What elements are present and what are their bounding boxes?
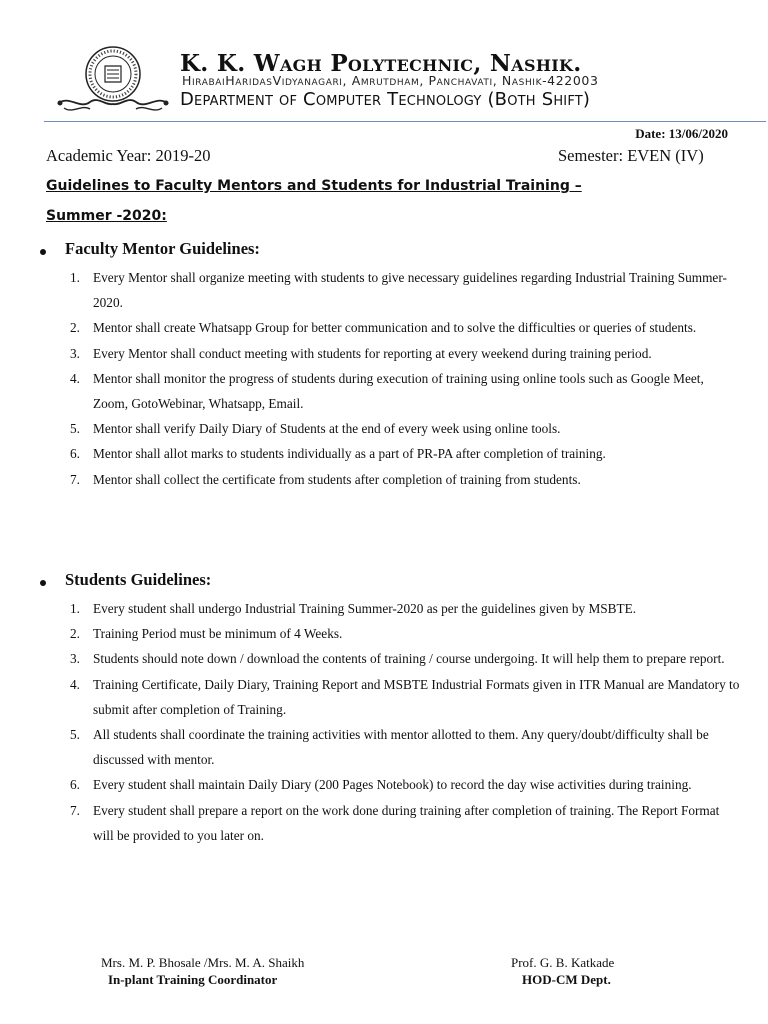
list-item	[40, 315, 740, 340]
institute-logo	[54, 44, 172, 116]
list-item	[40, 341, 740, 366]
faculty-guidelines-heading	[40, 239, 740, 265]
item-text: Students should note down / download the contents of training / course undergoing. It will help them to prepare report.	[93, 651, 725, 667]
item-number: 4.	[70, 676, 80, 692]
list-item	[40, 467, 740, 492]
section-title: Students Guidelines:	[65, 570, 212, 589]
section-title: Faculty Mentor Guidelines:	[65, 239, 260, 258]
list-item	[40, 596, 740, 621]
faculty-guidelines-section	[40, 239, 740, 492]
item-text: Mentor shall allot marks to students individually as a part of PR-PA after completion of training.	[93, 446, 606, 462]
department-name: Department of Computer Technology (Both Shift)	[180, 89, 591, 110]
institute-name: K. K. Wagh Polytechnic, Nashik.	[180, 50, 582, 77]
list-item	[40, 798, 740, 848]
item-number: 7.	[70, 471, 80, 487]
item-number: 4.	[70, 370, 80, 386]
institute-address: HirabaiHaridasVidyanagari, Amrutdham, Panchavati, Nashik-422003	[182, 73, 599, 88]
item-text: Every Mentor shall conduct meeting with students for reporting at every weekend during training period.	[93, 345, 652, 361]
hod-name: Prof. G. B. Katkade	[511, 955, 615, 970]
semester: Semester: EVEN (IV)	[558, 146, 704, 165]
students-guidelines-heading	[40, 570, 740, 596]
list-item	[40, 366, 740, 416]
item-text: Mentor shall monitor the progress of students during execution of training using online tools such as Google Meet, Zoom, GotoWebinar, Whatsapp, Email.	[93, 370, 704, 412]
bullet-icon	[40, 249, 46, 255]
list-item	[40, 416, 740, 441]
list-item	[40, 722, 740, 772]
item-number: 5.	[70, 421, 80, 437]
item-text: Training Period must be minimum of 4 Weeks.	[93, 626, 343, 642]
item-text: All students shall coordinate the training activities with mentor allotted to them. Any query/doubt/difficulty shall be discussed with mentor.	[93, 727, 709, 768]
item-number: 6.	[70, 446, 80, 462]
list-item	[40, 646, 740, 671]
item-text: Every Mentor shall organize meeting with students to give necessary guidelines regarding Industrial Training Summer-2020.	[93, 270, 727, 311]
document-title-line-2: Summer -2020:	[46, 208, 167, 224]
students-guidelines-list	[40, 596, 740, 848]
list-item	[40, 441, 740, 466]
list-item	[40, 621, 740, 646]
item-number: 3.	[70, 345, 80, 361]
item-text: Mentor shall verify Daily Diary of Students at the end of every week using online tools.	[93, 421, 561, 437]
item-number: 7.	[70, 802, 80, 818]
list-item	[40, 772, 740, 797]
item-text: Every student shall prepare a report on the work done during training after completion of training. The Report Format will be provided to you later on.	[93, 802, 720, 843]
letterhead	[0, 0, 768, 124]
students-guidelines-section	[40, 570, 740, 848]
list-item	[40, 672, 740, 722]
item-number: 3.	[70, 651, 80, 667]
item-text: Every student shall undergo Industrial Training Summer-2020 as per the guidelines given by MSBTE.	[93, 601, 637, 616]
header-divider	[44, 121, 766, 122]
item-number: 2.	[70, 320, 80, 336]
document-title-line-1: Guidelines to Faculty Mentors and Students for Industrial Training –	[46, 178, 582, 194]
item-number: 1.	[70, 601, 80, 616]
coordinator-name: Mrs. M. P. Bhosale /Mrs. M. A. Shaikh	[101, 955, 305, 970]
item-text: Mentor shall collect the certificate from students after completion of training from students.	[93, 471, 581, 487]
hod-role: HOD-CM Dept.	[522, 972, 611, 987]
coordinator-role: In-plant Training Coordinator	[108, 972, 278, 987]
item-number: 6.	[70, 777, 80, 793]
faculty-guidelines-list	[40, 265, 740, 492]
item-number: 5.	[70, 727, 80, 743]
item-text: Every student shall maintain Daily Diary (200 Pages Notebook) to record the day wise activities during training.	[93, 777, 692, 793]
item-number: 1.	[70, 270, 80, 285]
item-text: Mentor shall create Whatsapp Group for better communication and to solve the difficulties or queries of students.	[93, 320, 697, 336]
bullet-icon	[40, 580, 46, 586]
list-item	[40, 265, 740, 315]
document-date: Date: 13/06/2020	[635, 126, 728, 141]
item-number: 2.	[70, 626, 80, 642]
item-text: Training Certificate, Daily Diary, Training Report and MSBTE Industrial Formats given in ITR Manual are Mandatory to submit after completion of Training.	[93, 676, 740, 717]
academic-year: Academic Year: 2019-20	[46, 146, 211, 165]
